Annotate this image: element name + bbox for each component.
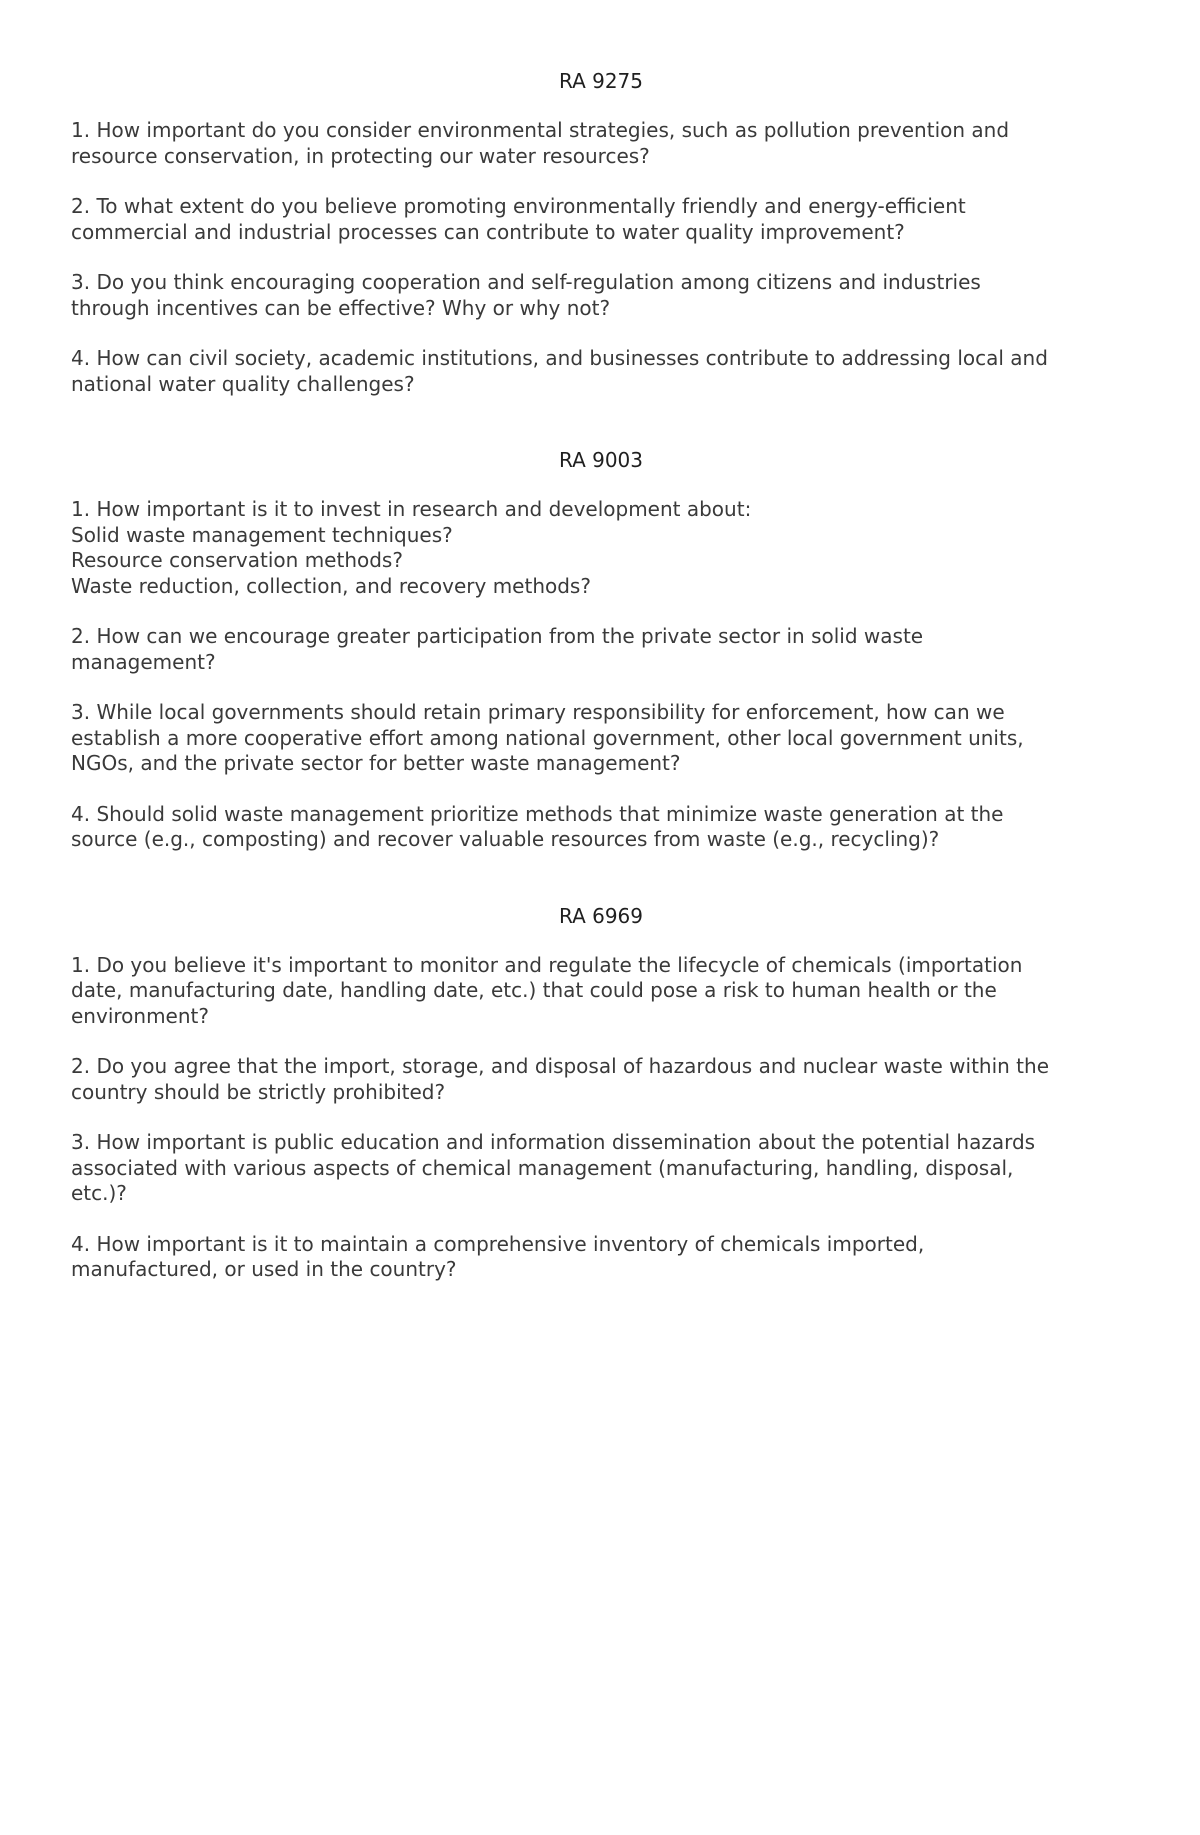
question-item: 2. To what extent do you believe promoting environmentally friendly and energy-efficient commercial and industrial processes can contribute to water quality improvement? [71, 194, 966, 244]
question-item: 2. How can we encourage greater participation from the private sector in solid waste management? [71, 624, 924, 674]
section-ra-9003 [71, 447, 1131, 853]
question-item: 1. How important do you consider environmental strategies, such as pollution prevention and resource conservation, in protecting our water resources? [71, 118, 1010, 168]
question-item: 4. Should solid waste management prioritize methods that minimize waste generation at the source (e.g., composting) and recover valuable resources from waste (e.g., recycling)? [71, 801, 1004, 851]
question-item: 3. While local governments should retain primary responsibility for enforcement, how can we establish a more cooperative effort among national government, other local government units, NGOs, and the private sector for better waste management? [71, 700, 1024, 775]
question-item: 3. Do you think encouraging cooperation and self-regulation among citizens and industries through incentives can be effective? Why or why not? [71, 270, 981, 320]
section-ra-6969 [71, 903, 1131, 1283]
question-item: 4. How can civil society, academic institutions, and businesses contribute to addressing local and national water quality challenges? [71, 346, 1048, 396]
section-title: RA 9003 [558, 448, 644, 472]
question-item: 1. Do you believe it's important to monitor and regulate the lifecycle of chemicals (importation date, manufacturing date, handling date, etc.) that could pose a risk to human health or the environment? [71, 952, 1023, 1028]
question-item: 4. How important is it to maintain a comprehensive inventory of chemicals imported, manufactured, or used in the country? [71, 1231, 925, 1281]
document-page [71, 68, 1131, 1333]
section-ra-9275 [71, 68, 1131, 397]
section-title: RA 9275 [558, 69, 644, 93]
question-item: 1. How important is it to invest in research and development about: Solid waste management techniques? Resource conservation methods? Waste reduction, collection, and recovery methods? [71, 497, 752, 598]
question-item: 3. How important is public education and information dissemination about the potential hazards associated with various aspects of chemical management (manufacturing, handling, disposal, etc.)? [71, 1130, 1036, 1205]
question-item: 2. Do you agree that the import, storage, and disposal of hazardous and nuclear waste within the country should be strictly prohibited? [71, 1054, 1049, 1104]
section-title: RA 6969 [558, 903, 644, 928]
